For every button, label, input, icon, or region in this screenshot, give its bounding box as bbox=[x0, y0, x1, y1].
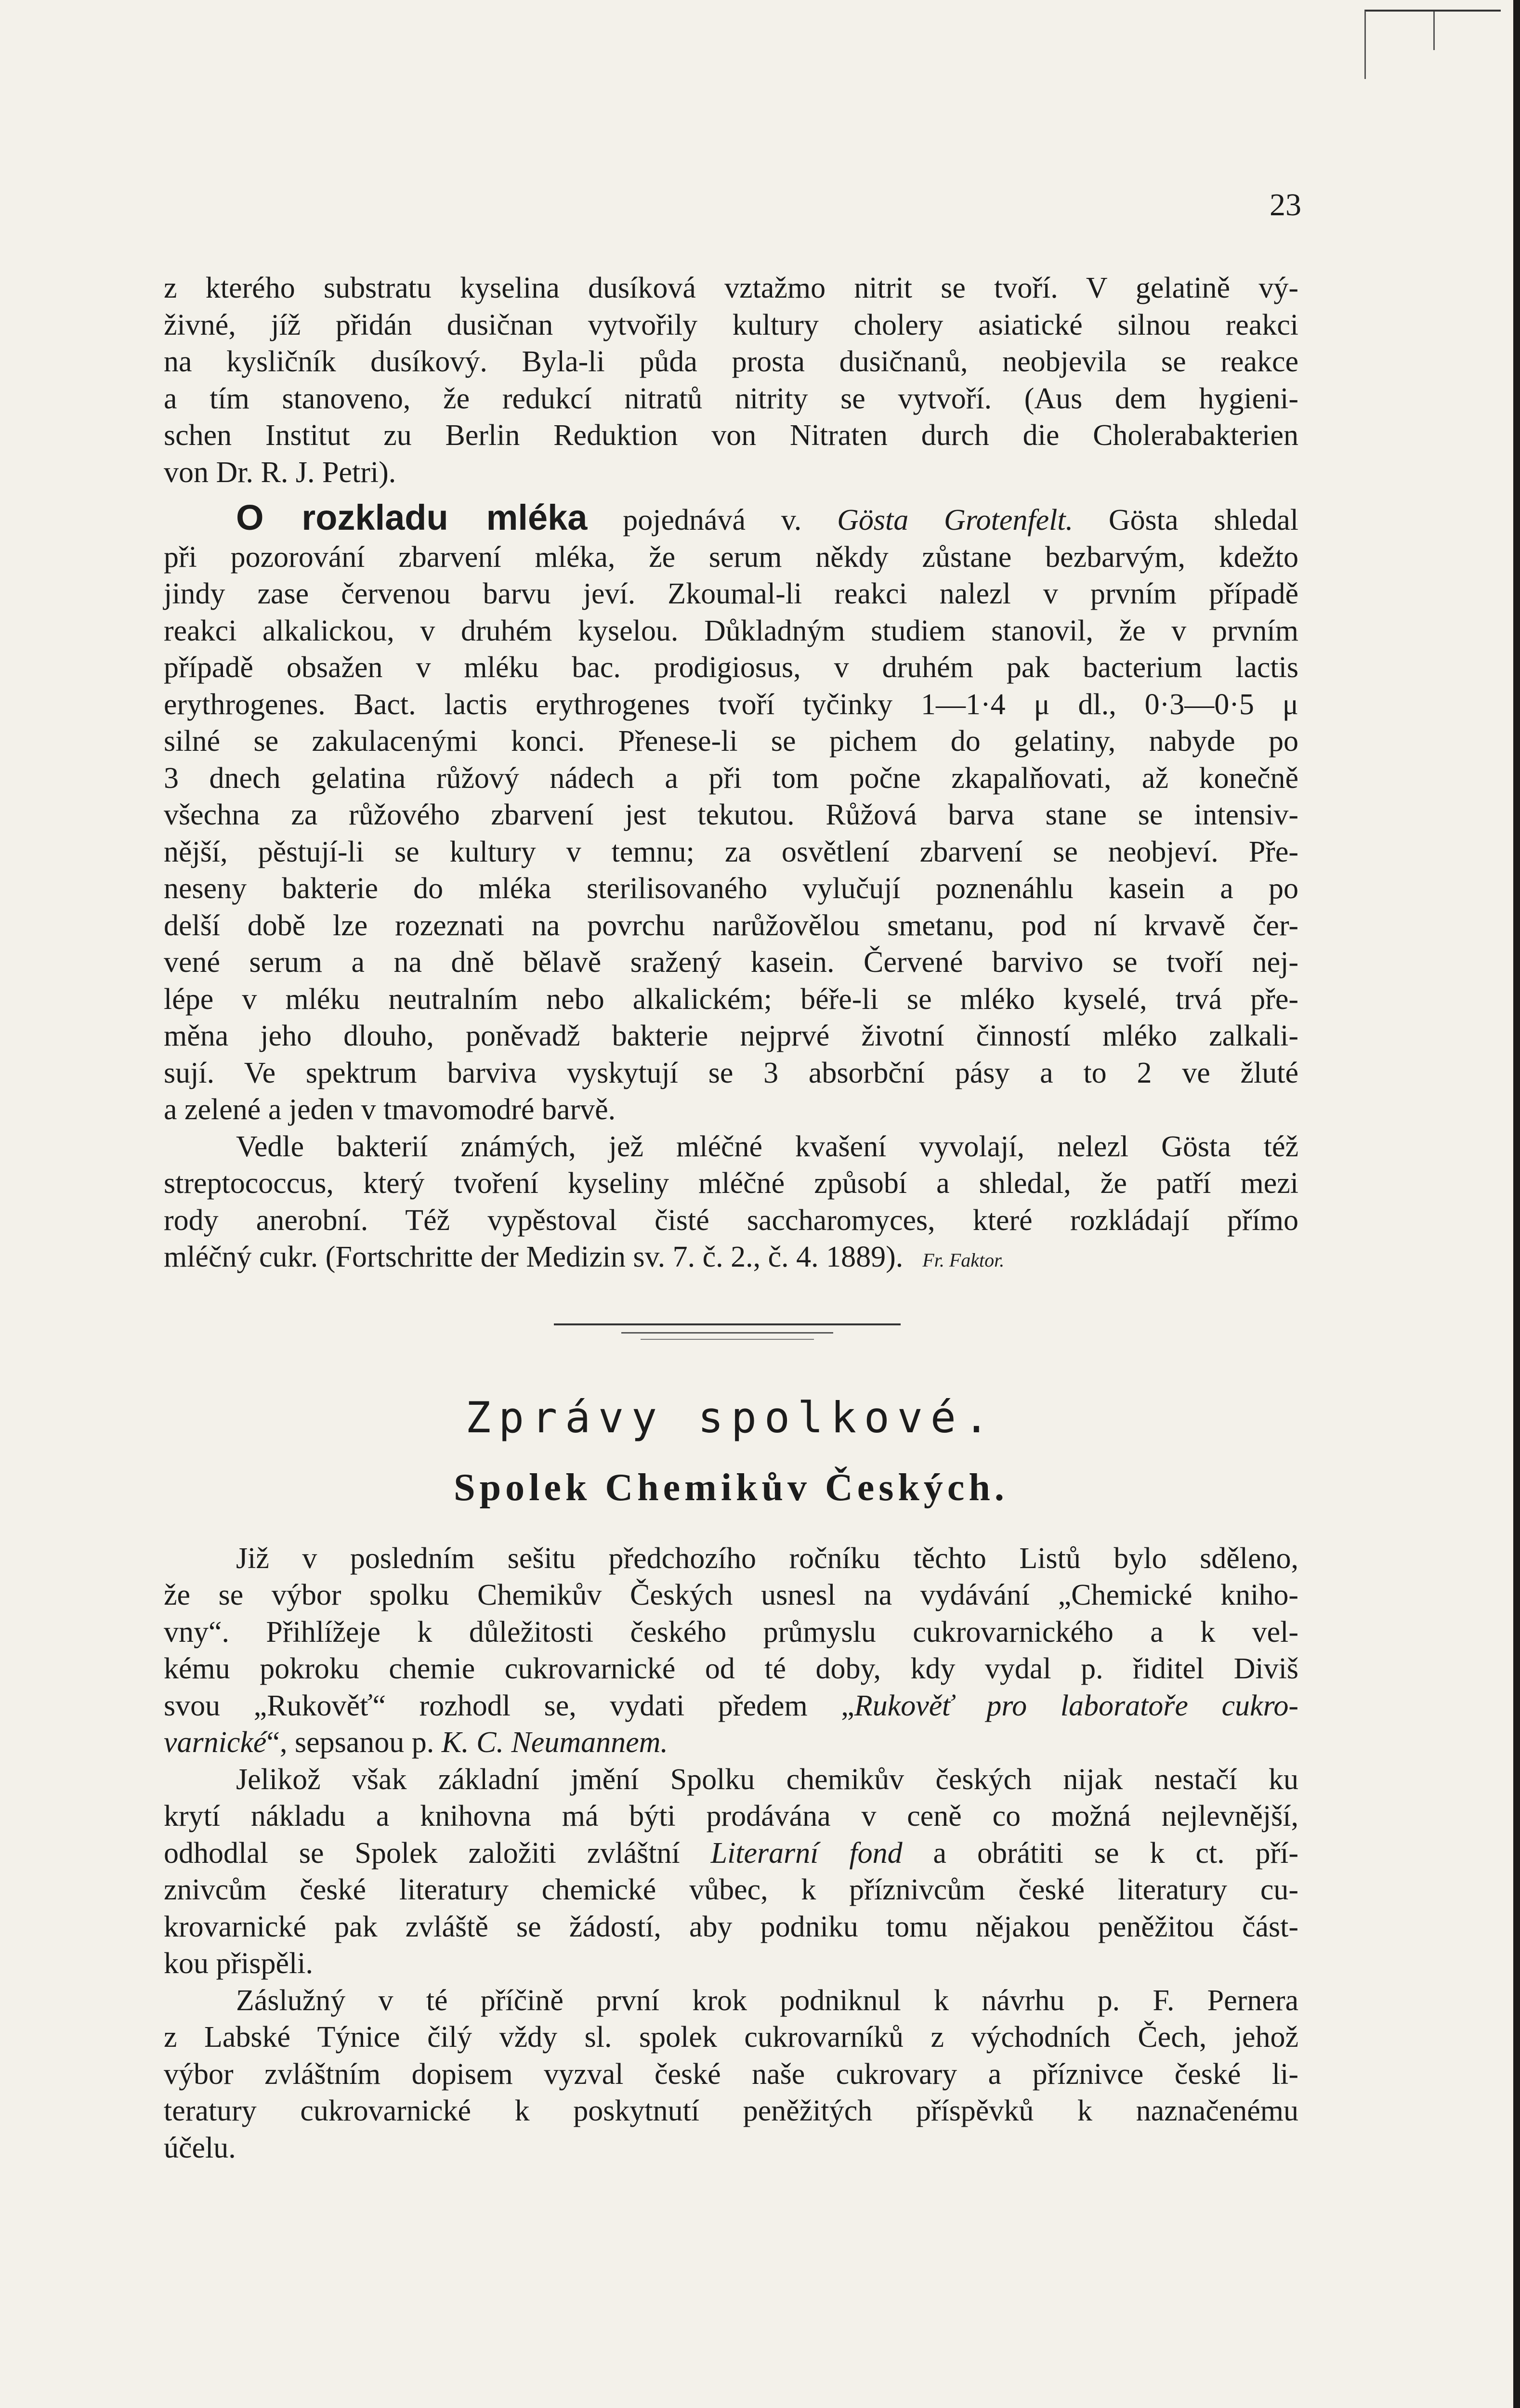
text-line: delší době lze rozeznati na povrchu narůžovělou smetanu, pod ní krvavě čer- bbox=[164, 909, 1298, 942]
society-paragraph-2 bbox=[164, 1761, 1298, 1982]
society-title: Spolek Chemikův Českých. bbox=[454, 1466, 1009, 1509]
book-title: Rukověť pro laboratoře cukro- bbox=[854, 1689, 1299, 1722]
text-line: krovarnické pak zvláště se žádostí, aby podniku tomu nějakou peněžitou část- bbox=[164, 1910, 1298, 1943]
article-signature: Fr. Faktor. bbox=[922, 1249, 1005, 1271]
text-line: Záslužný v té příčině první krok podniknul k návrhu p. F. Pernera bbox=[236, 1984, 1298, 2017]
text-line: že se výbor spolku Chemikův Českých usnesl na vydávání „Chemické kniho- bbox=[164, 1579, 1298, 1611]
text-line: a zelené a jeden v tmavomodré barvě. bbox=[164, 1093, 616, 1126]
text-line bbox=[164, 1835, 1298, 1872]
text-line: a tím stanoveno, že redukcí nitratů nitrity se vytvoří. (Aus dem hygieni- bbox=[164, 382, 1298, 415]
text-line: rody anerobní. Též vypěstoval čisté saccharomyces, které rozkládají přímo bbox=[164, 1204, 1298, 1237]
text-line: teratury cukrovarnické k poskytnutí peněžitých příspěvků k naznačenému bbox=[164, 2094, 1298, 2127]
page-content bbox=[164, 270, 1298, 2166]
text-line: Již v posledním sešitu předchozího ročníku těchto Listů bylo sděleno, bbox=[236, 1542, 1298, 1575]
text-line: 3 dnech gelatina růžový nádech a při tom počne zkapalňovati, až konečně bbox=[164, 761, 1298, 795]
text-line bbox=[164, 1724, 1298, 1761]
text-line: z kterého substratu kyselina dusíková vztažmo nitrit se tvoří. V gelatině vý- bbox=[164, 272, 1298, 304]
text-line: neseny bakterie do mléka sterilisovaného vylučují poznenáhlu kasein a po bbox=[164, 872, 1298, 905]
article-title-tail: pojednává v. bbox=[587, 504, 838, 537]
text-line: schen Institut zu Berlin Reduktion von Nitraten durch die Cholerabakterien bbox=[164, 419, 1298, 452]
text-line: Jelikož však základní jmění Spolku chemikův českých nijak nestačí ku bbox=[236, 1763, 1298, 1796]
text-line: nější, pěstují-li se kultury v temnu; za osvětlení zbarvení se neobjeví. Pře- bbox=[164, 835, 1298, 868]
text-line: z Labské Týnice čilý vždy sl. spolek cukrovarníků z východních Čech, jehož bbox=[164, 2021, 1298, 2054]
text-line: vené serum a na dně bělavě sražený kasein. Červené barvivo se tvoří nej- bbox=[164, 946, 1298, 979]
text-line: erythrogenes. Bact. lactis erythrogenes tvoří tyčinky 1—1·4 μ dl., 0·3—0·5 μ bbox=[164, 688, 1298, 721]
text-line: při pozorování zbarvení mléka, že serum někdy zůstane bezbarvým, kdežto bbox=[164, 540, 1298, 574]
text-span: a obrátiti se k ct. pří- bbox=[902, 1836, 1298, 1870]
text-line: reakci alkalickou, v druhém kyselou. Důkladným studiem stanovil, že v prvním bbox=[164, 614, 1298, 647]
text-line: vny“. Přihlížeje k důležitosti českého průmyslu cukrovarnického a k vel- bbox=[164, 1615, 1298, 1649]
article-first-line-rest: Gösta shledal bbox=[1073, 504, 1298, 537]
text-line: lépe v mléku neutralním nebo alkalickém; béře-li se mléko kyselé, trvá pře- bbox=[164, 982, 1298, 1016]
text-line: von Dr. R. J. Petri). bbox=[164, 456, 396, 489]
article-last-line bbox=[164, 1239, 1298, 1279]
text-line: krytí nákladu a knihovna má býti prodávána v ceně co možná nejlevnější, bbox=[164, 1800, 1298, 1832]
text-line: všechna za růžového zbarvení jest tekutou. Růžová barva stane se intensiv- bbox=[164, 798, 1298, 831]
text-line: jindy zase červenou barvu jeví. Zkoumal-li reakci nalezl v prvním případě bbox=[164, 577, 1298, 610]
article-title: O rozkladu mléka bbox=[236, 497, 588, 537]
section-separator bbox=[164, 1288, 1298, 1374]
text-span: “, sepsanou p. bbox=[266, 1726, 442, 1759]
text-line bbox=[164, 1688, 1298, 1725]
scan-corner-mark bbox=[1364, 10, 1501, 79]
text-line: měna jeho dlouho, poněvadž bakterie nejprvé životní činností mléko zalkali- bbox=[164, 1020, 1298, 1052]
fund-name: Literarní fond bbox=[710, 1836, 903, 1870]
text-line: na kysličník dusíkový. Byla-li půda prosta dusičnanů, neobjevila se reakce bbox=[164, 345, 1298, 378]
text-line: Vedle bakterií známých, jež mléčné kvašení vyvolají, nelezl Gösta též bbox=[236, 1130, 1298, 1163]
society-paragraph-1 bbox=[164, 1540, 1298, 1761]
text-line: kou přispěli. bbox=[164, 1947, 313, 1980]
text-line: sují. Ve spektrum barviva vyskytují se 3 absorbční pásy a to 2 ve žluté bbox=[164, 1056, 1298, 1089]
book-title-end: varnické bbox=[164, 1726, 267, 1759]
author-name: K. C. Neumannem. bbox=[441, 1726, 668, 1759]
text-line: živné, jíž přidán dusičnan vytvořily kultury cholery asiatické silnou reakci bbox=[164, 308, 1298, 341]
text-line: výbor zvláštním dopisem vyzval české naše cukrovary a příznivce české li- bbox=[164, 2057, 1298, 2091]
text-span: svou „Rukověť“ rozhodl se, vydati předem „ bbox=[164, 1689, 854, 1722]
text-line: silné se zakulacenými konci. Přenese-li se pichem do gelatiny, nabyde po bbox=[164, 725, 1298, 758]
article-milk bbox=[164, 499, 1298, 1279]
text-line: případě obsažen v mléku bac. prodigiosus, v druhém pak bacterium lactis bbox=[164, 651, 1298, 684]
page-number: 23 bbox=[1270, 187, 1301, 222]
section-title: Zprávy spolkové. bbox=[465, 1392, 997, 1442]
article-first-line bbox=[164, 499, 1298, 539]
intro-paragraph bbox=[164, 270, 1298, 491]
text-line: znivcům české literatury chemické vůbec, k příznivcům české literatury cu- bbox=[164, 1873, 1298, 1906]
society-paragraph-3 bbox=[164, 1982, 1298, 2167]
text-line: kému pokroku chemie cukrovarnické od té doby, kdy vydal p. řiditel Diviš bbox=[164, 1652, 1298, 1685]
scan-edge-right bbox=[1513, 0, 1520, 2408]
text-line: mléčný cukr. (Fortschritte der Medizin sv. 7. č. 2., č. 4. 1889). bbox=[164, 1241, 904, 1273]
text-line: streptococcus, který tvoření kyseliny mléčné způsobí a shledal, že patří mezi bbox=[164, 1167, 1298, 1200]
text-span: odhodlal se Spolek založiti zvláštní bbox=[164, 1836, 711, 1870]
text-line: účelu. bbox=[164, 2131, 236, 2164]
article-author: Gösta Grotenfelt. bbox=[837, 504, 1074, 537]
